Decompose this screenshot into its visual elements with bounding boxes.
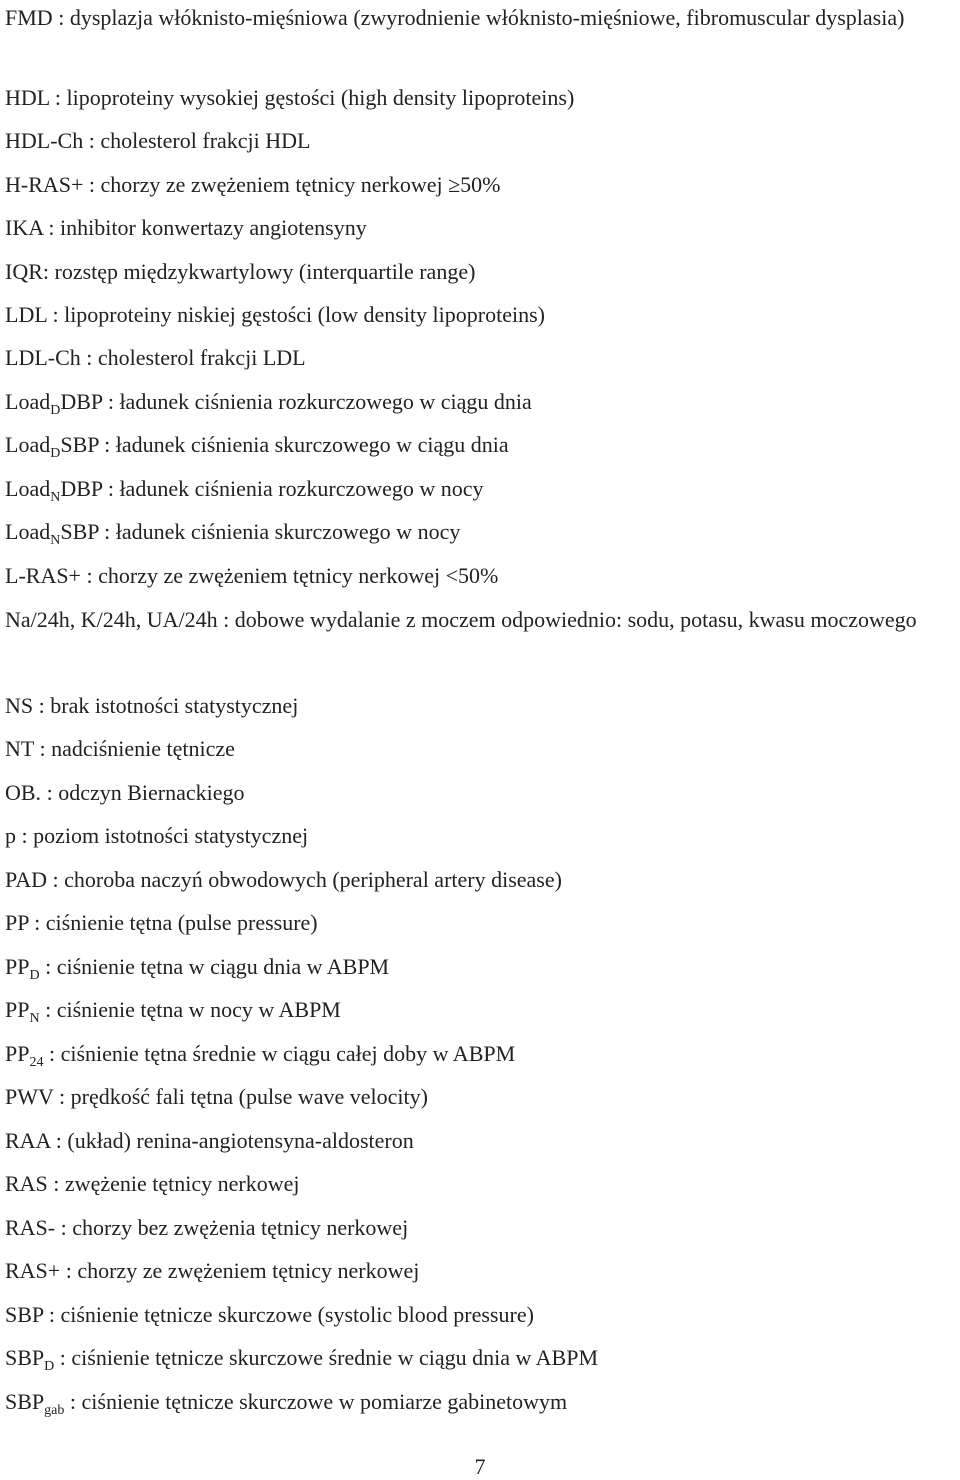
entry-definition: prędkość fali tętna (pulse wave velocity): [70, 1084, 428, 1109]
entry-separator: :: [55, 1215, 73, 1240]
entry-separator: :: [52, 5, 70, 30]
entry-definition: (układ) renina-angiotensyna-aldosteron: [67, 1128, 414, 1153]
entry-separator: :: [83, 172, 101, 197]
glossary-entry: [5, 388, 532, 420]
entry-abbreviation-subscript: D: [44, 1359, 55, 1374]
glossary-entry: [5, 301, 545, 329]
entry-abbreviation-subscript: D: [29, 968, 40, 983]
entry-definition: cholesterol frakcji LDL: [97, 345, 306, 370]
entry-abbreviation: LDL: [5, 302, 47, 327]
entry-separator: :: [46, 302, 65, 327]
entry-separator: :: [98, 519, 116, 544]
glossary-entry: [5, 735, 235, 763]
entry-separator: :: [47, 1171, 65, 1196]
entry-abbreviation-subscript: N: [50, 490, 61, 505]
entry-definition: lipoproteiny niskiej gęstości (low density lipoproteins): [64, 302, 545, 327]
entry-separator: :: [39, 954, 57, 979]
glossary-entry: [5, 1214, 408, 1242]
entry-definition: cholesterol frakcji HDL: [100, 128, 311, 153]
entry-separator: :: [43, 1041, 61, 1066]
glossary-entry: [5, 171, 501, 199]
entry-abbreviation: PP: [5, 954, 30, 979]
glossary-entry: [5, 1344, 598, 1376]
entry-definition: choroba naczyń obwodowych (peripheral artery disease): [64, 867, 562, 892]
entry-definition: poziom istotności statystycznej: [33, 823, 309, 848]
entry-abbreviation: PP: [5, 1041, 30, 1066]
glossary-entry: [5, 1388, 567, 1420]
entry-separator: :: [43, 1302, 61, 1327]
entry-separator: :: [33, 736, 52, 761]
glossary-entry: [5, 866, 562, 894]
entry-definition: ładunek ciśnienia skurczowego w nocy: [115, 519, 461, 544]
entry-separator: :: [49, 85, 67, 110]
entry-abbreviation: OB.: [5, 780, 42, 805]
entry-separator: :: [39, 997, 57, 1022]
glossary-entry: [5, 598, 957, 642]
entry-abbreviation: PAD: [5, 867, 47, 892]
entry-definition: zwężenie tętnicy nerkowej: [64, 1171, 300, 1196]
glossary-entry: [5, 953, 389, 985]
glossary-entry: [5, 258, 475, 286]
entry-abbreviation-tail: SBP: [60, 519, 99, 544]
glossary-entry: [5, 518, 460, 550]
glossary-entry: [5, 431, 509, 463]
entry-abbreviation-subscript: D: [50, 446, 61, 461]
entry-abbreviation: RAS-: [5, 1215, 56, 1240]
glossary-entry: [5, 909, 318, 937]
entry-separator: :: [42, 215, 61, 240]
entry-definition: brak istotności statystycznej: [50, 693, 299, 718]
entry-abbreviation: Load: [5, 519, 51, 544]
entry-abbreviation: Load: [5, 389, 51, 414]
glossary-entry: [5, 779, 245, 807]
entry-abbreviation: IKA: [5, 215, 43, 240]
entry-abbreviation-tail: SBP: [60, 432, 99, 457]
entry-abbreviation: NS: [5, 693, 34, 718]
entry-definition: ładunek ciśnienia rozkurczowego w nocy: [119, 476, 484, 501]
glossary-entry: [5, 127, 310, 155]
entry-abbreviation: PWV: [5, 1084, 54, 1109]
entry-definition: chorzy ze zwężeniem tętnicy nerkowej: [77, 1258, 420, 1283]
entry-definition: ciśnienie tętnicze skurczowe w pomiarze gabinetowym: [81, 1389, 568, 1414]
entry-separator: :: [80, 563, 99, 588]
entry-definition: nadciśnienie tętnicze: [51, 736, 235, 761]
entry-abbreviation: HDL: [5, 85, 50, 110]
entry-separator: :: [217, 607, 235, 632]
glossary-entry: [5, 1170, 299, 1198]
glossary-entry: [5, 562, 498, 590]
entry-abbreviation: SBP: [5, 1389, 45, 1414]
entry-abbreviation: HDL-Ch: [5, 128, 84, 153]
entry-abbreviation-subscript: gab: [44, 1403, 65, 1418]
glossary-entry: [5, 0, 957, 40]
entry-abbreviation-tail: DBP: [60, 389, 103, 414]
entry-abbreviation: Load: [5, 476, 51, 501]
entry-definition: ładunek ciśnienia rozkurczowego w ciągu dnia: [119, 389, 532, 414]
entry-abbreviation: FMD: [5, 5, 53, 30]
page-number: 7: [474, 1454, 486, 1479]
entry-definition: ciśnienie tętna średnie w ciągu całej doby w ABPM: [60, 1041, 516, 1066]
entry-definition: rozstęp międzykwartylowy (interquartile range): [54, 259, 476, 284]
entry-abbreviation: IQR: [5, 259, 43, 284]
glossary-entry: [5, 475, 484, 507]
entry-abbreviation: RAA: [5, 1128, 51, 1153]
entry-separator: :: [64, 1389, 82, 1414]
glossary-entry: [5, 822, 308, 850]
entry-definition: dysplazja włóknisto-mięśniowa (zwyrodnienie włóknisto-mięśniowe, fibromuscular dysplasia): [69, 5, 905, 30]
entry-abbreviation: RAS: [5, 1171, 48, 1196]
entry-separator: :: [42, 259, 55, 284]
entry-definition: ciśnienie tętnicze skurczowe (systolic blood pressure): [60, 1302, 534, 1327]
entry-abbreviation: Load: [5, 432, 51, 457]
entry-separator: :: [98, 432, 116, 457]
glossary-entry: [5, 1257, 419, 1285]
entry-abbreviation: PP: [5, 910, 29, 935]
entry-abbreviation: PP: [5, 997, 30, 1022]
entry-abbreviation: NT: [5, 736, 34, 761]
entry-separator: :: [33, 693, 51, 718]
entry-separator: :: [50, 1128, 68, 1153]
glossary-entry: [5, 1083, 428, 1111]
entry-separator: :: [83, 128, 101, 153]
entry-abbreviation-subscript: N: [29, 1011, 40, 1026]
entry-separator: :: [102, 476, 120, 501]
glossary-entry: [5, 692, 298, 720]
glossary-entry: [5, 214, 367, 242]
glossary-entry: [5, 1301, 534, 1329]
entry-definition: chorzy ze zwężeniem tętnicy nerkowej ≥50%: [100, 172, 501, 197]
entry-definition: inhibitor konwertazy angiotensyny: [60, 215, 367, 240]
entry-abbreviation-subscript: N: [50, 533, 61, 548]
entry-definition: dobowe wydalanie z moczem odpowiednio: sodu, potasu, kwasu moczowego: [234, 607, 917, 632]
entry-abbreviation-subscript: D: [50, 403, 61, 418]
entry-separator: :: [28, 910, 46, 935]
entry-definition: chorzy ze zwężeniem tętnicy nerkowej <50%: [98, 563, 499, 588]
entry-separator: :: [53, 1084, 71, 1109]
entry-abbreviation: SBP: [5, 1345, 45, 1370]
entry-abbreviation: H-RAS+: [5, 172, 84, 197]
entry-abbreviation-subscript: 24: [29, 1055, 44, 1070]
entry-abbreviation: RAS+: [5, 1258, 61, 1283]
entry-definition: chorzy bez zwężenia tętnicy nerkowej: [72, 1215, 409, 1240]
entry-definition: ciśnienie tętnicze skurczowe średnie w ciągu dnia w ABPM: [71, 1345, 599, 1370]
glossary-entry: [5, 996, 341, 1028]
entry-separator: :: [54, 1345, 72, 1370]
entry-definition: lipoproteiny wysokiej gęstości (high density lipoproteins): [66, 85, 575, 110]
entry-abbreviation: p: [5, 823, 16, 848]
entry-definition: ciśnienie tętna w ciągu dnia w ABPM: [56, 954, 390, 979]
entry-abbreviation: SBP: [5, 1302, 44, 1327]
entry-abbreviation: LDL-Ch: [5, 345, 81, 370]
entry-definition: ciśnienie tętna (pulse pressure): [45, 910, 318, 935]
glossary-entry: [5, 344, 306, 372]
entry-separator: :: [60, 1258, 78, 1283]
entry-definition: odczyn Biernackiego: [58, 780, 245, 805]
entry-abbreviation: L-RAS+: [5, 563, 81, 588]
entry-separator: :: [41, 780, 59, 805]
entry-definition: ładunek ciśnienia skurczowego w ciągu dnia: [115, 432, 509, 457]
entry-separator: :: [16, 823, 34, 848]
entry-separator: :: [80, 345, 98, 370]
entry-definition: ciśnienie tętna w nocy w ABPM: [56, 997, 341, 1022]
glossary-entry: [5, 1127, 414, 1155]
glossary-entry: [5, 1040, 515, 1072]
entry-separator: :: [47, 867, 65, 892]
entry-separator: :: [102, 389, 120, 414]
entry-abbreviation-tail: DBP: [60, 476, 103, 501]
glossary-entry: [5, 84, 574, 112]
entry-abbreviation: Na/24h, K/24h, UA/24h: [5, 607, 218, 632]
